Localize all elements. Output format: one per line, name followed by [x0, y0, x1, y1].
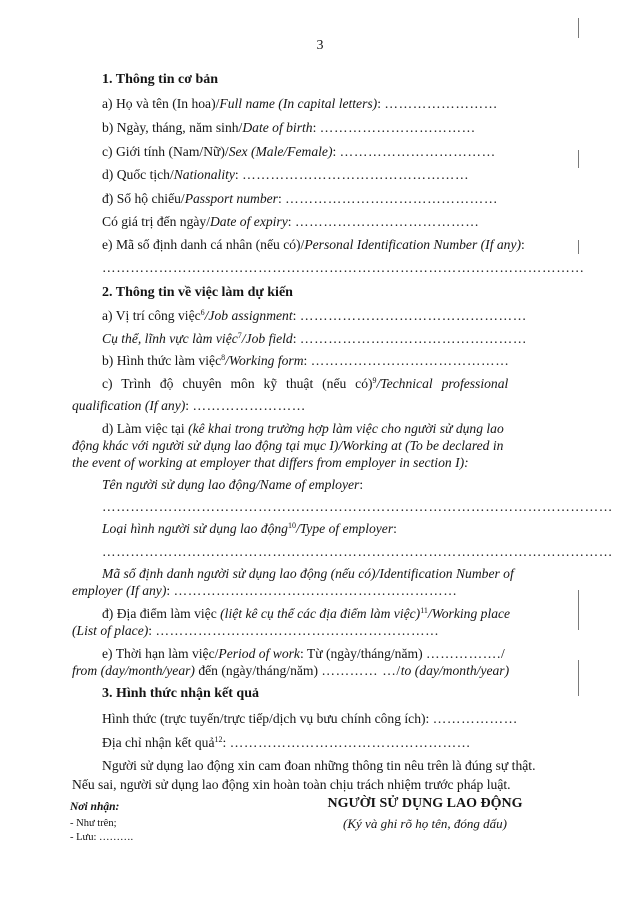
declaration-text: Nếu sai, người sử dụng lao động xin hoàn toàn chịu trách nhiệm trước pháp luật.: [72, 777, 511, 792]
personal-id-label: e) Mã số định danh cá nhân (nếu có)/Personal Identification Number (If any):: [102, 237, 525, 252]
scan-edge-line: [578, 240, 579, 254]
section-2-title: 2. Thông tin về việc làm dự kiến: [102, 285, 293, 300]
full-name-field[interactable]: a) Họ và tên (In hoa)/Full name (In capital letters): ……………………: [102, 96, 498, 111]
working-at-label: d) Làm việc tại (kê khai trong trường hợp làm việc cho người sử dụng lao: [102, 421, 504, 436]
working-place-field[interactable]: (List of place): ……………………………………………………: [72, 623, 440, 638]
recipient-item: - Lưu: ……….: [70, 832, 134, 843]
date-of-birth-field[interactable]: b) Ngày, tháng, năm sinh/Date of birth: ……………………………: [102, 120, 476, 135]
personal-id-field[interactable]: …………………………………………………………………………………………: [102, 260, 585, 275]
employer-type-field[interactable]: ………………………………………………………………………………………………: [102, 544, 613, 559]
qualification-field[interactable]: qualification (If any): ……………………: [72, 398, 307, 413]
receive-address-field[interactable]: Địa chỉ nhận kết quả$^{12}$: ……………………………………………: [102, 735, 471, 750]
signature-note: (Ký và ghi rõ họ tên, đóng dấu): [343, 816, 507, 831]
employer-name-field[interactable]: ………………………………………………………………………………………………: [102, 499, 613, 514]
signature-title: NGƯỜI SỬ DỤNG LAO ĐỘNG: [327, 796, 523, 811]
employer-id-field[interactable]: employer (If any): ……………………………………………………: [72, 583, 458, 598]
period-of-work-to-field[interactable]: from (day/month/year) đến (ngày/tháng/năm) ………… …/to (day/month/year): [72, 663, 510, 678]
declaration-text: Người sử dụng lao động xin cam đoan những thông tin nêu trên là đúng sự thật.: [102, 758, 536, 773]
job-field-field[interactable]: Cụ thể, lĩnh vực làm việc$^7$/Job field: …………………………………………: [102, 331, 528, 346]
sex-field[interactable]: c) Giới tính (Nam/Nữ)/Sex (Male/Female): ……………………………: [102, 144, 496, 159]
qualification-label: c) Trình độ chuyên môn kỹ thuật (nếu có)$^9$/Technical professional: [102, 376, 509, 391]
employer-name-label: Tên người sử dụng lao động/Name of employer:: [102, 477, 364, 492]
scan-edge-line: [578, 590, 579, 630]
recipients-title: Nơi nhận:: [70, 801, 120, 813]
period-of-work-field[interactable]: e) Thời hạn làm việc/Period of work: Từ (ngày/tháng/năm) ……………./: [102, 646, 506, 661]
scan-edge-line: [578, 150, 579, 168]
working-place-label: đ) Địa điểm làm việc (liệt kê cụ thể các địa điểm làm việc)$^{11}$/Working place: [102, 606, 511, 621]
nationality-field[interactable]: d) Quốc tịch/Nationality: …………………………………………: [102, 167, 470, 182]
scan-edge-line: [578, 660, 579, 696]
job-assignment-field[interactable]: a) Vị trí công việc$^6$/Job assignment: …………………………………………: [102, 308, 527, 323]
date-of-expiry-field[interactable]: Có giá trị đến ngày/Date of expiry: …………………………………: [102, 214, 480, 229]
section-1-title: 1. Thông tin cơ bản: [102, 72, 219, 87]
employer-type-label: Loại hình người sử dụng lao động$^{10}$/Type of employer:: [102, 521, 397, 536]
recipient-item: - Như trên;: [70, 818, 117, 829]
employer-id-label: Mã số định danh người sử dụng lao động (nếu có)/Identification Number of: [102, 566, 514, 581]
working-at-text: the event of working at employer that differs from employer in section I):: [72, 455, 469, 470]
page-number: 3: [316, 38, 324, 53]
receive-method-field[interactable]: Hình thức (trực tuyến/trực tiếp/dịch vụ bưu chính công ích): ………………: [102, 711, 518, 726]
scan-edge-line: [578, 18, 579, 38]
section-3-title: 3. Hình thức nhận kết quả: [102, 686, 260, 701]
working-at-text: động khác với người sử dụng lao động tại mục I)/Working at (To be declared in: [72, 438, 504, 453]
passport-number-field[interactable]: đ) Số hộ chiếu/Passport number: ………………………………………: [102, 191, 499, 206]
working-form-field[interactable]: b) Hình thức làm việc$^8$/Working form: ……………………………………: [102, 353, 510, 368]
